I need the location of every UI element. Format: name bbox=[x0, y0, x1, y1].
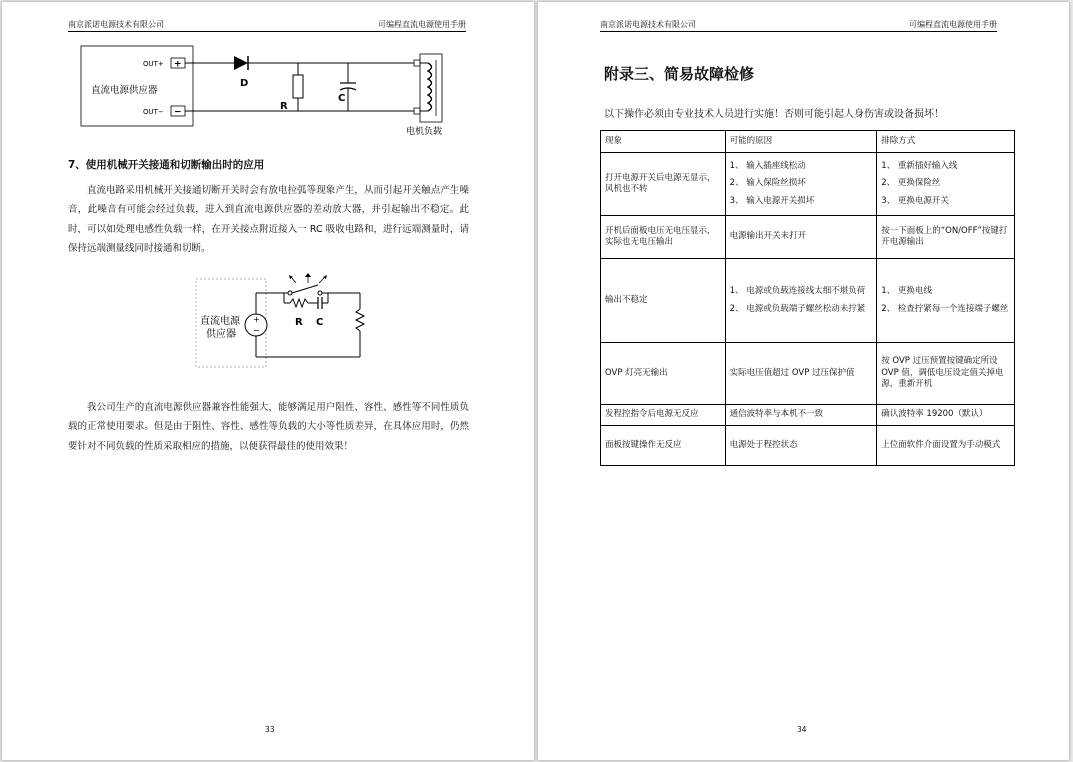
phenomenon-cell: 发程控指令后电源无反应 bbox=[601, 405, 726, 426]
supply-label: 直流电源供应器 bbox=[91, 85, 158, 96]
header-manual-title: 可编程直流电源使用手册 bbox=[378, 20, 466, 29]
troubleshooting-table bbox=[600, 130, 1015, 466]
supply-label-line1: 直流电源 bbox=[200, 316, 240, 327]
snubber-resistor-label: R bbox=[295, 317, 303, 328]
circuit-diagram-motor-load bbox=[76, 44, 466, 140]
fix-item: 3、 更换电源开关 bbox=[881, 195, 949, 206]
table-row bbox=[601, 343, 1015, 405]
cause-cell: 实际电压值超过 OVP 过压保护值 bbox=[725, 343, 877, 405]
fix-cell: 按 OVP 过压预置按键确定所设 OVP 值，调低电压设定值关掉电源，重新开机 bbox=[877, 343, 1015, 405]
cause-cell bbox=[725, 153, 877, 216]
fix-item: 1、 重新插好输入线 bbox=[881, 160, 958, 171]
diode-symbol bbox=[234, 56, 248, 70]
table-row bbox=[601, 405, 1015, 426]
fix-cell bbox=[877, 259, 1015, 343]
table-row bbox=[601, 153, 1015, 216]
source-plus: + bbox=[253, 315, 260, 324]
header-rule bbox=[68, 31, 466, 32]
header-company: 南京派诺电源技术有限公司 bbox=[600, 20, 696, 29]
column-header: 现象 bbox=[601, 131, 726, 153]
snubber-resistor-symbol bbox=[290, 299, 308, 307]
capacitor-label: C bbox=[338, 93, 346, 104]
header-company: 南京派诺电源技术有限公司 bbox=[68, 20, 164, 29]
section-title: 7、使用机械开关接通和切断输出时的应用 bbox=[68, 159, 265, 171]
page-number: 34 bbox=[797, 725, 807, 734]
fix-item: 2、 检查拧紧每一个连接端子螺丝 bbox=[881, 303, 1009, 314]
fix-item: 1、 更换电线 bbox=[881, 286, 932, 296]
snubber-capacitor-label: C bbox=[316, 317, 324, 328]
cause-item: 1、 电源或负载连接线太细不堪负荷 bbox=[729, 286, 866, 296]
inductor-coil-symbol bbox=[428, 63, 432, 111]
phenomenon-cell: 开机后面板电压无电压显示，实际也无电压输出 bbox=[601, 216, 726, 259]
table-header-row bbox=[601, 131, 1015, 153]
minus-terminal-symbol: − bbox=[174, 107, 182, 118]
phenomenon-cell: OVP 灯亮无输出 bbox=[601, 343, 726, 405]
safety-warning: 以下操作必须由专业技术人员进行实施！否则可能引起人身伤害或设备损坏！ bbox=[604, 109, 944, 120]
left-page bbox=[2, 2, 534, 760]
fix-item: 2、 更换保险丝 bbox=[881, 178, 941, 189]
phenomenon-cell: 面板按键操作无反应 bbox=[601, 426, 726, 466]
out-minus-label: OUT− bbox=[143, 108, 164, 116]
appendix-title: 附录三、简易故障检修 bbox=[604, 65, 755, 83]
column-header: 排除方式 bbox=[877, 131, 1015, 153]
paragraph-switch-noise: 直流电路采用机械开关接通切断开关时会有放电拉弧等现象产生，从而引起开关触点产生噪音，此噪音有可能会经过负载，进入到直流电源供应器的差动放大器，并引起输出不稳定。此时，可以如处理电感性负载一样，在开关接点附近接入一 RC 吸收电路和，进行远端测量时，请保持远端测量线同时接通和切断。 bbox=[68, 185, 469, 254]
resistor-label: R bbox=[280, 101, 288, 112]
fix-cell bbox=[877, 153, 1015, 216]
cause-item: 1、 输入插座线松动 bbox=[729, 160, 806, 171]
resistor-symbol bbox=[293, 75, 303, 98]
supply-label-line2: 供应器 bbox=[206, 329, 236, 340]
cause-item: 2、 输入保险丝损坏 bbox=[729, 178, 806, 189]
phenomenon-cell: 打开电源开关后电源无显示，风机也不转 bbox=[601, 153, 726, 216]
arc-arrow-right-icon bbox=[319, 277, 325, 283]
fix-cell: 确认波特率 19200（默认） bbox=[877, 405, 1015, 426]
cause-cell: 电源处于程控状态 bbox=[725, 426, 877, 466]
load-resistor-symbol bbox=[356, 309, 364, 331]
header-manual-title: 可编程直流电源使用手册 bbox=[909, 20, 997, 29]
motor-load-box bbox=[420, 54, 442, 122]
switch-symbol bbox=[292, 285, 318, 293]
phenomenon-cell: 输出不稳定 bbox=[601, 259, 726, 343]
cause-item: 2、 电源或负载端子螺丝松动未拧紧 bbox=[729, 303, 866, 314]
cause-item: 3、 输入电源开关损坏 bbox=[729, 195, 815, 206]
diode-label: D bbox=[240, 78, 249, 89]
table-row bbox=[601, 216, 1015, 259]
cause-cell: 电源输出开关未打开 bbox=[725, 216, 877, 259]
table-row bbox=[601, 426, 1015, 466]
cause-cell: 通信波特率与本机不一致 bbox=[725, 405, 877, 426]
source-minus: − bbox=[253, 326, 260, 335]
arc-arrow-left-icon bbox=[291, 277, 296, 283]
page-number: 33 bbox=[265, 725, 275, 734]
right-page bbox=[538, 2, 1069, 760]
fix-cell: 上位面软件介面设置为手动模式 bbox=[877, 426, 1015, 466]
plus-terminal-symbol: + bbox=[174, 59, 182, 70]
motor-load-label: 电机负载 bbox=[406, 127, 443, 137]
header-rule bbox=[600, 31, 997, 32]
column-header: 可能的原因 bbox=[725, 131, 877, 153]
out-plus-label: OUT+ bbox=[143, 60, 164, 68]
cause-cell bbox=[725, 259, 877, 343]
paragraph-load-compatibility: 我公司生产的直流电源供应器兼容性能强大，能够满足用户阻性、容性、感性等不同性质负载的正常使用要求。但是由于阻性、容性、感性等负载的大小等性质差异，在具体应用时，仍然要针对不同负载的性质采取相应的措施，以便获得最佳的使用效果！ bbox=[68, 402, 469, 452]
fix-cell: 按一下面板上的“ON/OFF”按键打开电源输出 bbox=[877, 216, 1015, 259]
table-row bbox=[601, 259, 1015, 343]
circuit-diagram-rc-snubber bbox=[192, 273, 372, 369]
